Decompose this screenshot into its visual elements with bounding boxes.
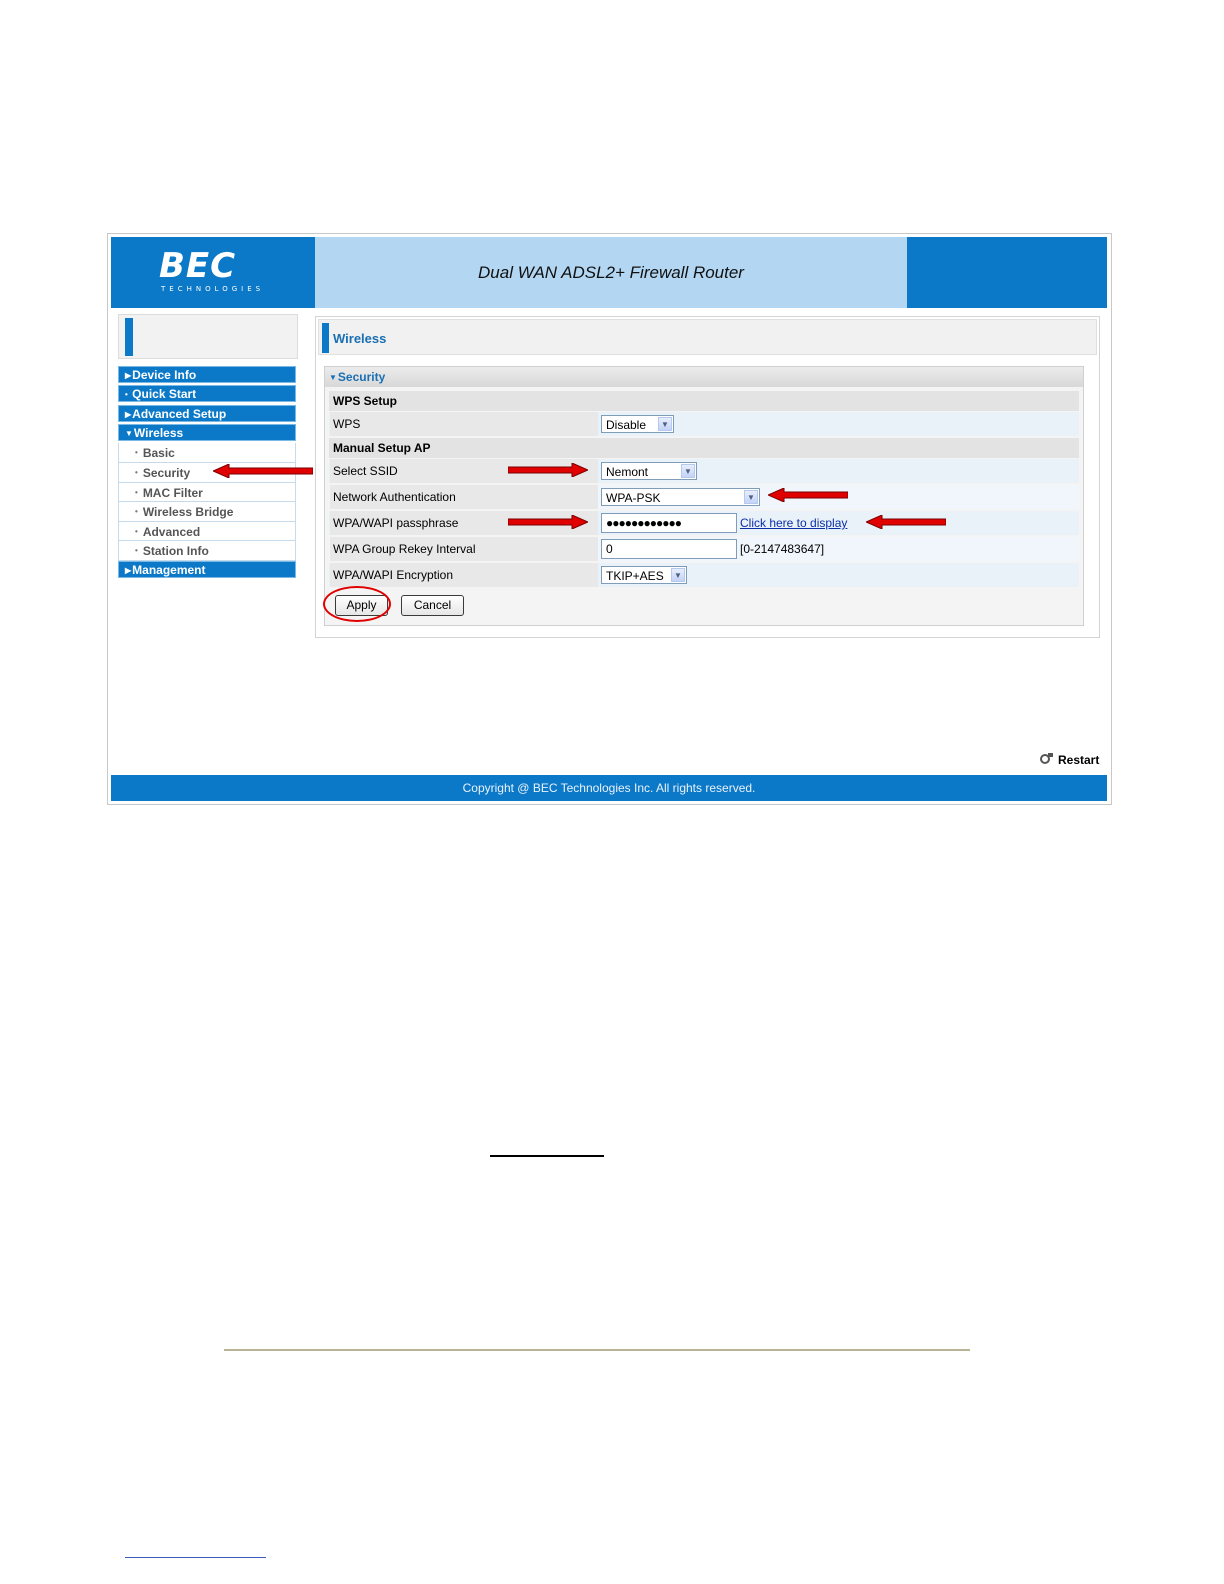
annotation-arrow-left-icon — [866, 515, 946, 529]
underline-rule — [490, 1155, 604, 1157]
sidebar-item-label: Station Info — [142, 544, 209, 558]
bullet-icon: • — [135, 546, 138, 555]
sidebar-item-management[interactable] — [118, 561, 296, 578]
restart-icon — [1038, 752, 1054, 766]
restart-label: Restart — [1058, 753, 1100, 767]
header-right-band — [907, 237, 1107, 308]
bullet-icon: • — [135, 527, 138, 536]
caret-right-icon: ▶ — [125, 566, 132, 575]
section-header[interactable] — [325, 367, 1083, 387]
sidebar-item-label: Advanced — [142, 525, 201, 539]
manual-setup-heading-row — [329, 438, 1079, 458]
encryption-label: WPA/WAPI Encryption — [330, 563, 598, 587]
page-divider — [224, 1349, 970, 1351]
wps-select[interactable] — [601, 415, 674, 433]
auth-select[interactable] — [601, 488, 760, 506]
wps-row — [329, 412, 1079, 436]
rekey-label: WPA Group Rekey Interval — [330, 537, 598, 561]
auth-label: Network Authentication — [330, 485, 598, 509]
sidebar-item-device-info[interactable] — [118, 366, 296, 383]
sidebar-item-label: Wireless — [133, 426, 184, 440]
sidebar-item-label: Device Info — [132, 368, 197, 382]
chevron-down-icon: ▼ — [681, 464, 695, 478]
sidebar-item-advanced[interactable] — [118, 522, 296, 541]
sidebar-item-label: MAC Filter — [142, 486, 203, 500]
footer: Copyright @ BEC Technologies Inc. All rights reserved. — [111, 775, 1107, 801]
bullet-icon: • — [135, 468, 138, 477]
wps-select-value: Disable — [606, 418, 647, 432]
encryption-row — [329, 563, 1079, 587]
sidebar-top-panel — [118, 314, 298, 359]
sidebar-item-label: Wireless Bridge — [142, 505, 234, 519]
encryption-select[interactable] — [601, 566, 687, 584]
bullet-icon: • — [135, 507, 138, 516]
page-header — [318, 319, 1097, 355]
page-title: Wireless — [333, 331, 387, 346]
manual-setup-heading: Manual Setup AP — [333, 441, 431, 455]
ssid-select[interactable] — [601, 462, 697, 480]
apply-button[interactable]: Apply — [335, 595, 388, 616]
bullet-icon: • — [125, 390, 128, 399]
display-passphrase-link[interactable]: Click here to display — [740, 516, 848, 530]
sidebar-item-label: Basic — [142, 446, 175, 460]
cancel-button[interactable]: Cancel — [401, 595, 464, 616]
section-title: Security — [337, 370, 386, 384]
chevron-down-icon: ▼ — [658, 417, 672, 431]
rekey-input[interactable]: 0 — [601, 539, 737, 559]
sidebar-accent-bar — [125, 318, 133, 356]
annotation-circle — [323, 586, 391, 622]
sidebar-item-basic[interactable] — [118, 443, 296, 463]
passphrase-row — [329, 511, 1079, 535]
sidebar-item-wireless[interactable] — [118, 424, 296, 441]
router-title: Dual WAN ADSL2+ Firewall Router — [478, 263, 744, 282]
caret-right-icon: ▶ — [125, 410, 132, 419]
logo-area — [111, 237, 315, 308]
passphrase-label: WPA/WAPI passphrase — [330, 511, 598, 535]
rekey-range-hint: [0-2147483647] — [740, 542, 825, 556]
security-panel — [324, 366, 1084, 626]
main-content — [315, 316, 1100, 638]
bullet-icon: • — [135, 488, 138, 497]
title-band — [315, 237, 907, 308]
sidebar-item-wireless-bridge[interactable] — [118, 502, 296, 522]
bullet-icon: • — [135, 448, 138, 457]
caret-down-icon: ▼ — [125, 429, 133, 438]
wps-setup-heading-row — [329, 391, 1079, 411]
sidebar-item-label: Management — [132, 563, 206, 577]
bec-logo: BEC — [159, 246, 237, 286]
wps-label: WPS — [330, 412, 598, 436]
auth-row — [329, 485, 1079, 509]
rekey-row — [329, 537, 1079, 561]
sidebar-item-label: Security — [142, 466, 191, 480]
annotation-arrow-right-icon — [508, 515, 588, 529]
sidebar-item-label: Advanced Setup — [132, 407, 227, 421]
section-title-wrap — [329, 370, 385, 384]
caret-down-icon: ▼ — [329, 373, 337, 382]
ssid-row — [329, 459, 1079, 483]
ssid-label: Select SSID — [330, 459, 598, 483]
sidebar-item-station-info[interactable] — [118, 541, 296, 561]
logo-subtext: TECHNOLOGIES — [161, 285, 265, 293]
router-ui-screenshot — [107, 233, 1112, 805]
auth-select-value: WPA-PSK — [606, 491, 661, 505]
annotation-arrow-right-icon — [508, 463, 588, 477]
chevron-down-icon: ▼ — [744, 490, 758, 504]
ssid-select-value: Nemont — [606, 465, 649, 479]
sidebar-item-label: Quick Start — [132, 387, 197, 401]
restart-button[interactable] — [1038, 752, 1099, 767]
sidebar-item-mac-filter[interactable] — [118, 483, 296, 502]
page-header-accent — [322, 323, 329, 353]
encryption-select-value: TKIP+AES — [606, 569, 664, 583]
caret-right-icon: ▶ — [125, 371, 132, 380]
annotation-arrow-left-icon — [213, 464, 313, 478]
sidebar-item-quick-start[interactable] — [118, 385, 296, 402]
chevron-down-icon: ▼ — [671, 568, 685, 582]
passphrase-input[interactable]: ●●●●●●●●●●●● — [601, 513, 737, 533]
link-underline — [125, 1557, 266, 1558]
wps-setup-heading: WPS Setup — [333, 394, 398, 408]
annotation-arrow-left-icon — [768, 488, 848, 502]
sidebar-item-advanced-setup[interactable] — [118, 405, 296, 422]
header — [111, 237, 1107, 308]
